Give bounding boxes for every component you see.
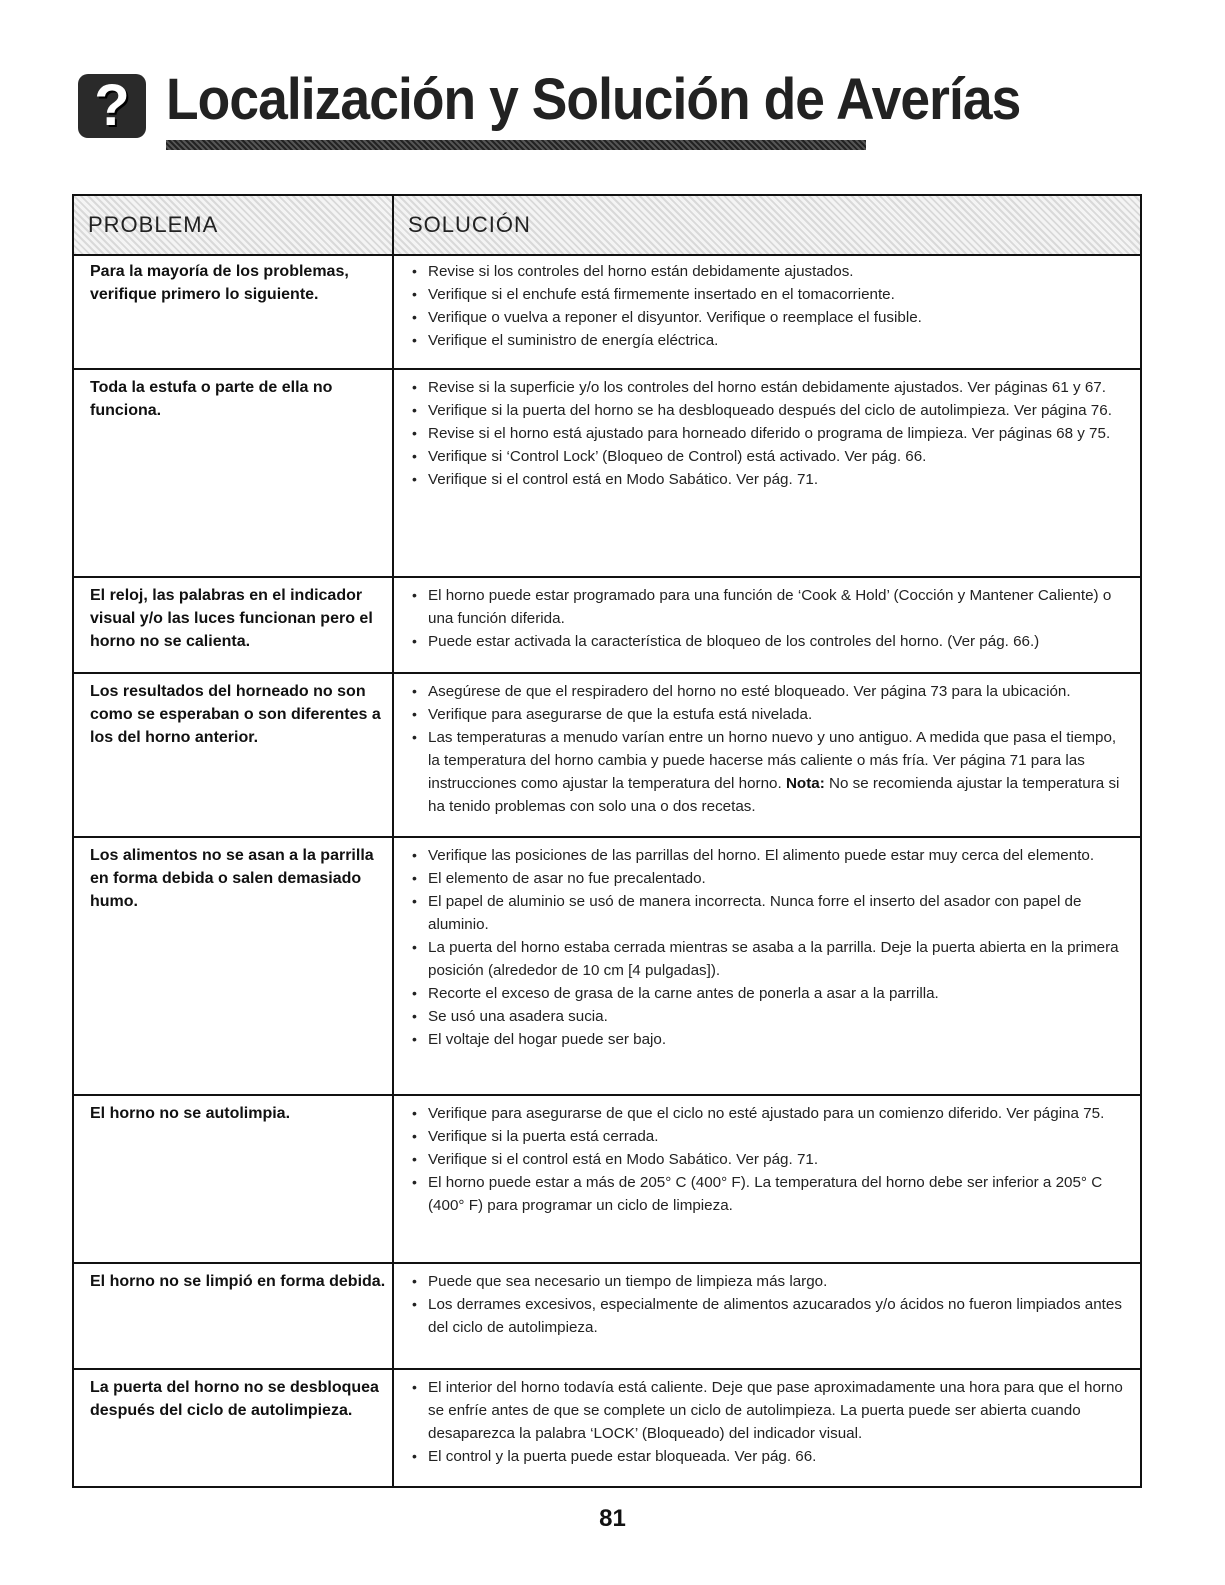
solution-item: • Verifique si la puerta está cerrada.	[412, 1128, 659, 1145]
solution-item: • Revise si los controles del horno están debidamente ajustados.	[412, 263, 854, 280]
solution-item: • Verifique si el control está en Modo Sabático. Ver pág. 71.	[412, 471, 819, 488]
problem-text: La puerta del horno no se desbloquea después del ciclo de autolimpieza.	[90, 1379, 379, 1419]
column-header-problem: PROBLEMA	[88, 212, 219, 237]
solution-item: • La puerta del horno estaba cerrada mientras se asaba a la parrilla. Deje la puerta abierta en la primera posición (alrededor de 10 cm [4 pulgadas]).	[412, 939, 1119, 979]
solution-item: • El papel de aluminio se usó de manera incorrecta. Nunca forre el inserto del asador con papel de aluminio.	[412, 893, 1082, 933]
problem-text: Para la mayoría de los problemas, verifique primero lo siguiente.	[90, 263, 349, 303]
page-title: Localización y Solución de Averías	[166, 67, 1021, 132]
table-row	[74, 836, 1140, 1096]
solution-item: • Revise si la superficie y/o los controles del horno están debidamente ajustados. Ver páginas 61 y 67.	[412, 379, 1106, 396]
solution-list	[410, 1270, 1128, 1339]
solution-item: • Recorte el exceso de grasa de la carne antes de ponerla a asar a la parrilla.	[412, 985, 939, 1002]
problem-text: Los alimentos no se asan a la parrilla en forma debida o salen demasiado humo.	[90, 847, 374, 910]
solution-item: • Verifique para asegurarse de que la estufa está nivelada.	[412, 706, 813, 723]
solution-item: • Los derrames excesivos, especialmente de alimentos azucarados y/o ácidos no fueron limpiados antes del ciclo de autolimpieza.	[412, 1296, 1122, 1336]
solution-item: • Verifique para asegurarse de que el ciclo no esté ajustado para un comienzo diferido. Ver página 75.	[412, 1105, 1105, 1122]
problem-text: El reloj, las palabras en el indicador visual y/o las luces funcionan pero el horno no se calienta.	[90, 587, 373, 650]
solution-item: • Asegúrese de que el respiradero del horno no esté bloqueado. Ver página 73 para la ubicación.	[412, 683, 1071, 700]
table-row	[74, 1262, 1140, 1370]
solution-list	[410, 584, 1128, 653]
solution-item: • Revise si el horno está ajustado para horneado diferido o programa de limpieza. Ver páginas 68 y 75.	[412, 425, 1111, 442]
problem-text: Los resultados del horneado no son como se esperaban o son diferentes a los del horno anterior.	[90, 683, 381, 746]
page-number: 81	[599, 1505, 626, 1532]
page-header	[78, 67, 1021, 158]
solution-item: • Verifique si ‘Control Lock’ (Bloqueo de Control) está activado. Ver pág. 66.	[412, 448, 927, 465]
solution-list	[410, 376, 1128, 491]
solution-list	[410, 1102, 1128, 1217]
solution-list	[410, 1376, 1128, 1468]
table-header	[74, 196, 1140, 256]
solution-item: • El voltaje del hogar puede ser bajo.	[412, 1031, 667, 1048]
column-header-solution: SOLUCIÓN	[408, 212, 531, 237]
note-label: Nota:	[785, 775, 825, 792]
table-row	[74, 1094, 1140, 1264]
solution-list	[410, 260, 1128, 352]
problem-text: Toda la estufa o parte de ella no funciona.	[90, 379, 333, 419]
table-row	[74, 1368, 1140, 1488]
solution-item: • Verifique el suministro de energía eléctrica.	[412, 332, 719, 349]
table-row	[74, 576, 1140, 674]
solution-item: • El interior del horno todavía está caliente. Deje que pase aproximadamente una hora para que el horno se enfríe antes de que se complete un ciclo de autolimpieza. La puerta puede ser abierta cuando desaparezca la palabra ‘LOCK’ (Bloqueado) del indicador visual.	[412, 1379, 1123, 1442]
solution-item: • El horno puede estar programado para una función de ‘Cook & Hold’ (Cocción y Mantener Caliente) o una función diferida.	[412, 587, 1112, 627]
troubleshooting-table	[72, 194, 1142, 1488]
solution-list	[410, 680, 1128, 818]
solution-item: • Las temperaturas a menudo varían entre un horno nuevo y uno antiguo. A medida que pasa el tiempo, la temperatura del horno cambia y puede hacerse más caliente o más fría. Ver página 71 para las instrucciones como ajustar la temperatura del horno. Nota: No se recomienda ajustar la temperatura si ha tenido problemas con solo una o dos recetas.	[412, 729, 1120, 815]
solution-item: • El elemento de asar no fue precalentado.	[412, 870, 706, 887]
solution-item: • Verifique las posiciones de las parrillas del horno. El alimento puede estar muy cerca del elemento.	[412, 847, 1095, 864]
solution-item: • Puede estar activada la característica de bloqueo de los controles del horno. (Ver pág. 66.)	[412, 633, 1040, 650]
solution-item: • Puede que sea necesario un tiempo de limpieza más largo.	[412, 1273, 828, 1290]
solution-item: • Verifique si la puerta del horno se ha desbloqueado después del ciclo de autolimpieza. Ver página 76.	[412, 402, 1112, 419]
table-row	[74, 254, 1140, 368]
question-mark-icon: ?	[78, 74, 146, 138]
title-underline	[166, 140, 866, 150]
solution-item: • El control y la puerta puede estar bloqueada. Ver pág. 66.	[412, 1448, 817, 1465]
solution-item: • Se usó una asadera sucia.	[412, 1008, 608, 1025]
table-row	[74, 672, 1140, 838]
solution-item: • El horno puede estar a más de 205° C (400° F). La temperatura del horno debe ser inferior a 205° C (400° F) para programar un ciclo de limpieza.	[412, 1174, 1103, 1214]
solution-list	[410, 844, 1128, 1051]
note-text: No se	[829, 775, 869, 792]
solution-item: • Verifique si el enchufe está firmemente insertado en el tomacorriente.	[412, 286, 895, 303]
problem-text: El horno no se autolimpia.	[90, 1105, 291, 1122]
solution-item: • Verifique o vuelva a reponer el disyuntor. Verifique o reemplace el fusible.	[412, 309, 922, 326]
solution-item: • Verifique si el control está en Modo Sabático. Ver pág. 71.	[412, 1151, 819, 1168]
problem-text: El horno no se limpió en forma debida.	[90, 1273, 386, 1290]
table-row	[74, 368, 1140, 578]
